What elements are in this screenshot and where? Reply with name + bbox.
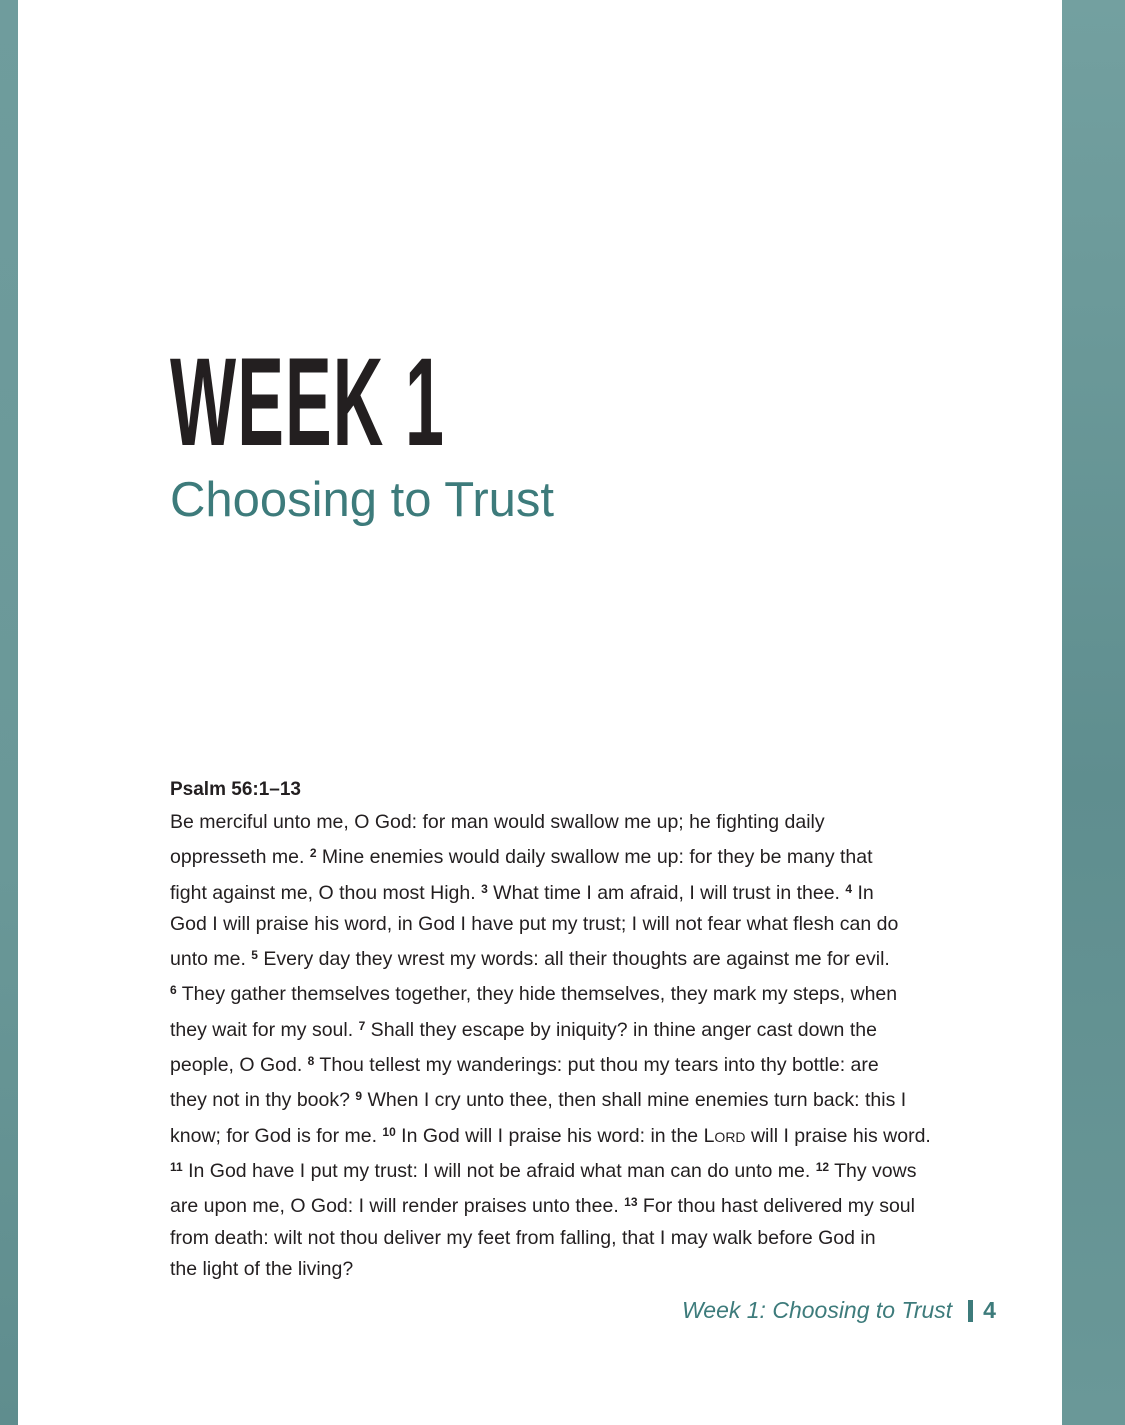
verse-number: 13 — [624, 1195, 638, 1210]
passage-text: God I will praise his word, in God I have put my trust; I will not fear what flesh can do — [170, 912, 899, 935]
week-heading: WEEK 1 — [170, 333, 446, 472]
scripture-reference: Psalm 56:1–13 — [170, 779, 301, 800]
verse-number: 4 — [845, 881, 853, 896]
passage-line — [170, 909, 1030, 940]
passage-text: What time I am afraid, I will trust in thee. — [487, 881, 846, 904]
passage-text: Every day they wrest my words: all their thoughts are against me for evil. — [257, 948, 890, 971]
passage-text: Mine enemies would daily swallow me up: for they be many that — [316, 846, 873, 869]
verse-number: 6 — [170, 983, 177, 998]
passage-line — [170, 1046, 1030, 1081]
passage-line — [170, 838, 1030, 873]
right-decorative-strip — [1062, 0, 1125, 1425]
verse-number: 10 — [382, 1124, 396, 1139]
verse-number: 8 — [307, 1054, 315, 1069]
passage-line — [170, 874, 1030, 909]
passage-line — [170, 1011, 1030, 1046]
passage-line — [170, 807, 1030, 838]
passage-text: they not in thy book? — [170, 1089, 356, 1112]
passage-text: from death: wilt not thou deliver my feet from falling, that I may walk before God in — [170, 1226, 876, 1249]
passage-text: people, O God. — [170, 1054, 308, 1077]
page-footer — [682, 1297, 996, 1324]
passage-text: In God have I put my trust: I will not be afraid what man can do unto me. — [182, 1159, 816, 1182]
passage-text: they wait for my soul. — [170, 1018, 359, 1041]
passage-line — [170, 1223, 1030, 1254]
passage-text: Be merciful unto me, O God: for man would swallow me up; he fighting daily — [170, 811, 825, 833]
left-decorative-strip — [0, 0, 18, 1425]
passage-text: oppresseth me. — [170, 846, 310, 869]
divine-name: Lord — [703, 1124, 746, 1147]
passage-text: In God will I praise his word: in the — [395, 1124, 704, 1147]
passage-line — [170, 1152, 1030, 1187]
passage-line — [170, 940, 1030, 975]
verse-number: 12 — [815, 1159, 830, 1174]
verse-number: 3 — [481, 881, 488, 896]
passage-text: When I cry unto thee, then shall mine enemies turn back: this I — [362, 1089, 907, 1112]
passage-text: fight against me, O thou most High. — [170, 881, 482, 904]
verse-number: 5 — [251, 948, 258, 963]
passage-text: the light of the living? — [170, 1257, 354, 1280]
verse-number: 9 — [355, 1089, 363, 1104]
verse-number: 7 — [358, 1018, 366, 1033]
passage-text: They gather themselves together, they hide themselves, they mark my steps, when — [176, 983, 898, 1006]
verse-number: 11 — [170, 1159, 183, 1174]
footer-divider — [968, 1300, 973, 1322]
passage-line — [170, 1187, 1030, 1222]
scripture-passage — [170, 807, 1030, 1285]
passage-text: will I praise his word. — [745, 1124, 931, 1147]
week-subtitle: Choosing to Trust — [170, 473, 555, 527]
passage-line — [170, 975, 1030, 1010]
passage-text: Thou tellest my wanderings: put thou my tears into thy bottle: are — [314, 1054, 879, 1077]
page-number: 4 — [983, 1297, 996, 1323]
passage-text: Thy vows — [829, 1159, 917, 1182]
passage-text: are upon me, O God: I will render praises unto thee. — [170, 1195, 625, 1218]
passage-text: know; for God is for me. — [170, 1124, 383, 1147]
passage-line — [170, 1254, 1030, 1285]
passage-line — [170, 1081, 1030, 1116]
footer-title: Week 1: Choosing to Trust — [682, 1297, 953, 1323]
passage-text: For thou hast delivered my soul — [637, 1195, 915, 1218]
verse-number: 2 — [309, 846, 317, 861]
passage-text: Shall they escape by iniquity? in thine anger cast down the — [365, 1018, 877, 1041]
passage-line — [170, 1117, 1030, 1152]
passage-text: unto me. — [170, 948, 252, 971]
passage-text: In — [852, 881, 874, 904]
